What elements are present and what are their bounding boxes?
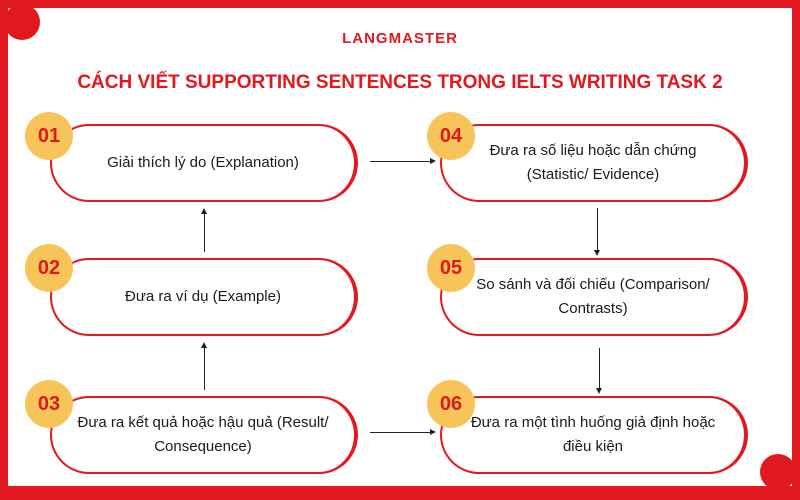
- arrow-down-icon: [599, 348, 600, 392]
- step-text: Đưa ra ví dụ (Example): [125, 288, 281, 305]
- arrow-up-icon: [204, 210, 205, 252]
- step-text: Đưa ra một tình huống giả định hoặc điều kiện: [470, 414, 716, 455]
- brand-logo: LANGMASTER: [342, 30, 458, 47]
- step-06-box: [440, 396, 748, 474]
- step-05-badge: 05: [427, 244, 475, 292]
- arrow-up-icon: [204, 344, 205, 390]
- step-text: So sánh và đối chiếu (Comparison/ Contrasts): [476, 276, 710, 317]
- step-text: Đưa ra số liệu hoặc dẫn chứng (Statistic/ Evidence): [489, 142, 697, 183]
- step-02-box: [50, 258, 358, 336]
- arrow-down-icon: [597, 208, 598, 254]
- step-text: Giải thích lý do (Explanation): [107, 154, 299, 171]
- step-05-box: [440, 258, 748, 336]
- page-title: CÁCH VIẾT SUPPORTING SENTENCES TRONG IELTS WRITING TASK 2: [77, 72, 723, 93]
- step-06-badge: 06: [427, 380, 475, 428]
- corner-decoration: [760, 454, 796, 490]
- step-02-badge: 02: [25, 244, 73, 292]
- step-03-box: [50, 396, 358, 474]
- arrow-right-icon: [370, 432, 434, 433]
- arrow-right-icon: [370, 161, 434, 162]
- step-01-badge: 01: [25, 112, 73, 160]
- step-01-box: [50, 124, 358, 202]
- step-04-badge: 04: [427, 112, 475, 160]
- step-text: Đưa ra kết quả hoặc hậu quả (Result/ Consequence): [77, 414, 329, 455]
- step-04-box: [440, 124, 748, 202]
- step-03-badge: 03: [25, 380, 73, 428]
